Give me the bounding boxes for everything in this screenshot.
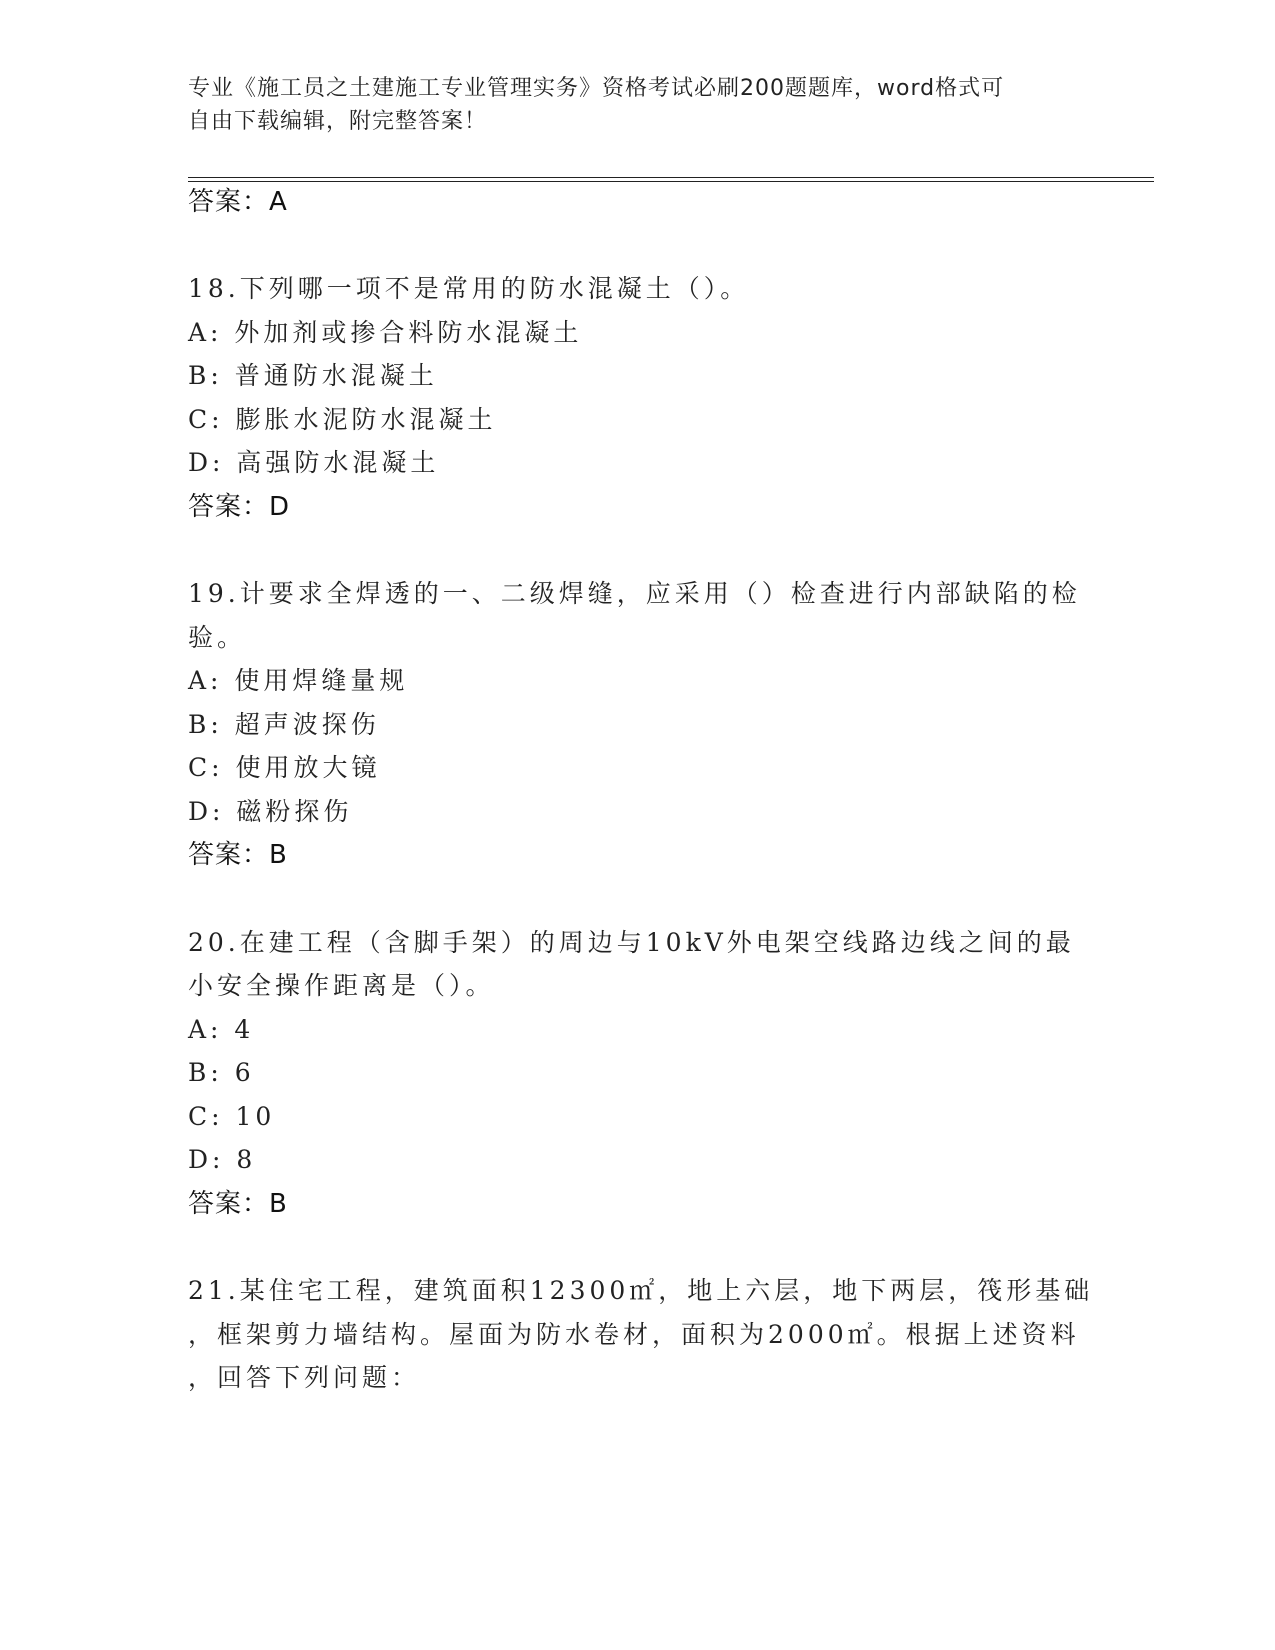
answer-19: 答案：B <box>188 840 288 870</box>
question-18-option-d: D: 高强防水混凝土 <box>188 448 440 477</box>
question-20-option-c: C: 10 <box>188 1102 276 1131</box>
header-divider-top <box>188 177 1154 178</box>
question-18-text: 18.下列哪一项不是常用的防水混凝土（）。 <box>188 274 750 303</box>
answer-17: 答案：A <box>188 187 288 217</box>
question-19-option-c: C: 使用放大镜 <box>188 753 381 782</box>
header-line-2: 自由下载编辑，附完整答案！ <box>188 109 488 134</box>
question-20-option-d: D: 8 <box>188 1145 257 1174</box>
question-21-text-line-3: ，回答下列问题： <box>188 1363 421 1392</box>
question-20-option-a: A: 4 <box>188 1015 255 1044</box>
question-19-option-a: A: 使用焊缝量规 <box>188 666 409 695</box>
answer-18: 答案：D <box>188 492 291 522</box>
question-20-text-line-2: 小安全操作距离是（）。 <box>188 971 495 1000</box>
question-21-text-line-1: 21.某住宅工程，建筑面积12300㎡，地上六层，地下两层，筏形基础 <box>188 1276 1094 1305</box>
question-19-option-d: D: 磁粉探伤 <box>188 797 353 826</box>
question-19-option-b: B: 超声波探伤 <box>188 710 380 739</box>
header-line-1: 专业《施工员之土建施工专业管理实务》资格考试必刷200题题库，word格式可 <box>188 76 1005 101</box>
question-18-option-c: C: 膨胀水泥防水混凝土 <box>188 405 497 434</box>
answer-20: 答案：B <box>188 1189 288 1219</box>
question-19-text-line-1: 19.计要求全焊透的一、二级焊缝，应采用（）检查进行内部缺陷的检 <box>188 579 1081 608</box>
question-19-text-line-2: 验。 <box>188 623 247 652</box>
question-20-option-b: B: 6 <box>188 1058 255 1087</box>
question-18-option-a: A: 外加剂或掺合料防水混凝土 <box>188 318 583 347</box>
question-20-text-line-1: 20.在建工程（含脚手架）的周边与10kV外电架空线路边线之间的最 <box>188 928 1075 957</box>
header-divider-bottom <box>188 181 1154 182</box>
question-18-option-b: B: 普通防水混凝土 <box>188 361 438 390</box>
question-21-text-line-2: ，框架剪力墙结构。屋面为防水卷材，面积为2000㎡。根据上述资料 <box>188 1320 1080 1349</box>
document-header <box>188 72 1068 138</box>
